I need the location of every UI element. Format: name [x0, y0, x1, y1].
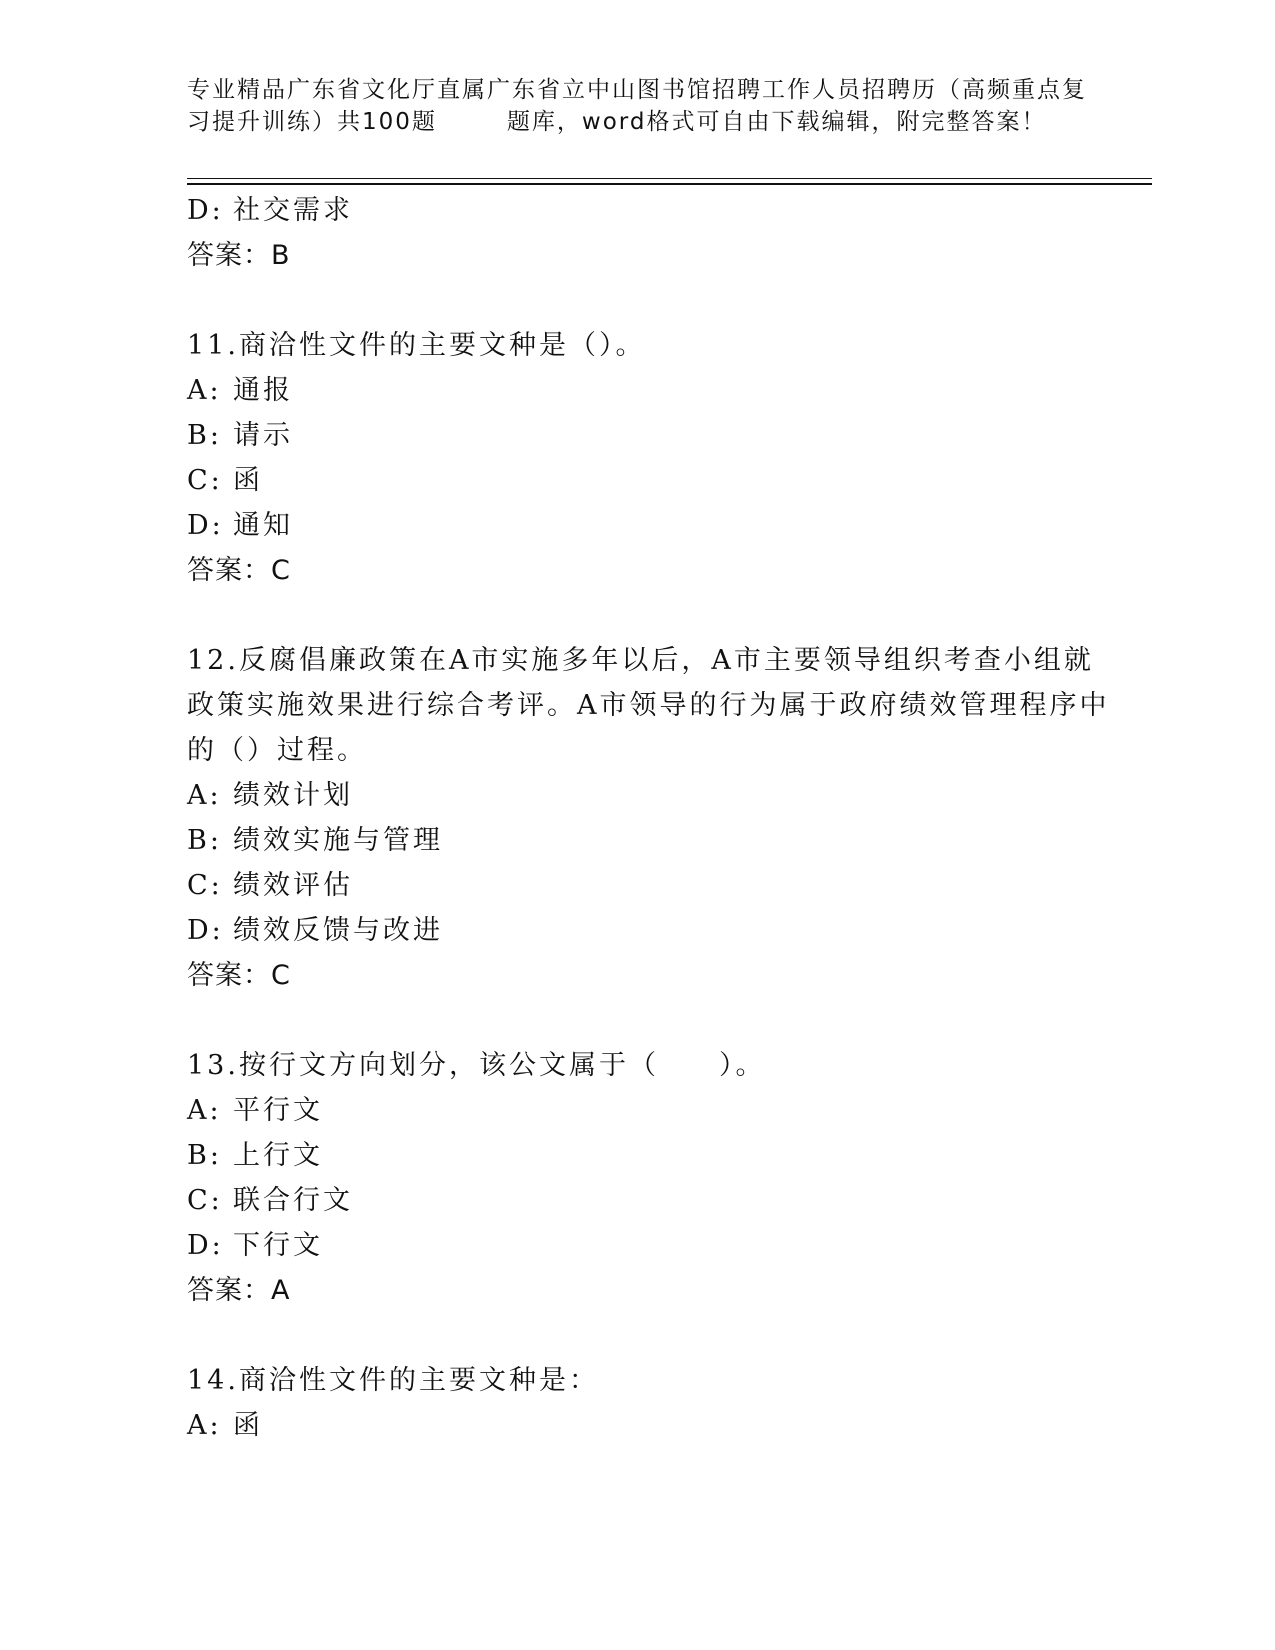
- option-row: [187, 908, 1117, 953]
- option-row: [187, 863, 1117, 908]
- option-key: D:: [187, 1230, 224, 1261]
- option-row: [187, 818, 1117, 863]
- option-key: B:: [187, 825, 222, 856]
- option-key: D:: [187, 195, 224, 226]
- option-text: 下行文: [233, 1230, 323, 1261]
- option-text: 通知: [233, 510, 293, 541]
- question-stem-line: 12.反腐倡廉政策在A市实施多年以后，A市主要领导组织考查小组就: [187, 645, 1094, 676]
- option-key: A:: [187, 780, 222, 811]
- option-row: [187, 1088, 1117, 1133]
- option-text: 上行文: [233, 1140, 323, 1171]
- question-list: [187, 188, 1117, 1448]
- question-stem: 13.按行文方向划分，该公文属于（ ）。: [187, 1050, 766, 1081]
- question-stem-line: 的（）过程。: [187, 735, 367, 766]
- answer-line: 答案：B: [187, 240, 291, 271]
- header-divider-thick: [187, 183, 1152, 185]
- option-text: 绩效计划: [233, 780, 353, 811]
- option-key: D:: [187, 915, 224, 946]
- option-row: [187, 458, 1117, 503]
- option-key: B:: [187, 420, 222, 451]
- header-divider-thin: [187, 178, 1152, 179]
- option-text: 通报: [233, 375, 293, 406]
- option-row: [187, 773, 1117, 818]
- question-stem: 11.商洽性文件的主要文种是（）。: [187, 330, 646, 361]
- question-stem: 14.商洽性文件的主要文种是：: [187, 1365, 599, 1396]
- header-title-line2-part2: 题库，word格式可自由下载编辑，附完整答案！: [506, 109, 1047, 135]
- option-text: 社交需求: [233, 195, 353, 226]
- header-title-line2-part1: 习提升训练）共100题: [187, 109, 437, 135]
- header-title-line2: [187, 106, 1087, 138]
- option-key: B:: [187, 1140, 222, 1171]
- option-row: [187, 413, 1117, 458]
- option-text: 绩效实施与管理: [233, 825, 443, 856]
- page-header: [187, 74, 1087, 138]
- option-key: C:: [187, 870, 223, 901]
- option-text: 平行文: [233, 1095, 323, 1126]
- option-row: [187, 1178, 1117, 1223]
- option-text: 函: [233, 1410, 263, 1441]
- option-text: 绩效反馈与改进: [233, 915, 443, 946]
- option-key: A:: [187, 1095, 222, 1126]
- option-key: A:: [187, 1410, 222, 1441]
- header-title-line1: 专业精品广东省文化厅直属广东省立中山图书馆招聘工作人员招聘历（高频重点复: [187, 77, 1087, 103]
- answer-line: 答案：C: [187, 960, 291, 991]
- option-text: 请示: [233, 420, 293, 451]
- option-row: [187, 1223, 1117, 1268]
- option-row: [187, 503, 1117, 548]
- option-row: [187, 1133, 1117, 1178]
- question-stem-line: 政策实施效果进行综合考评。A市领导的行为属于政府绩效管理程序中: [187, 690, 1110, 721]
- option-row: [187, 368, 1117, 413]
- answer-line: 答案：A: [187, 1275, 291, 1306]
- option-row: [187, 188, 1117, 233]
- answer-line: 答案：C: [187, 555, 291, 586]
- option-text: 函: [233, 465, 263, 496]
- option-key: A:: [187, 375, 222, 406]
- option-text: 联合行文: [233, 1185, 353, 1216]
- option-key: C:: [187, 1185, 223, 1216]
- option-key: D:: [187, 510, 224, 541]
- option-row: [187, 1403, 1117, 1448]
- option-text: 绩效评估: [233, 870, 353, 901]
- option-key: C:: [187, 465, 223, 496]
